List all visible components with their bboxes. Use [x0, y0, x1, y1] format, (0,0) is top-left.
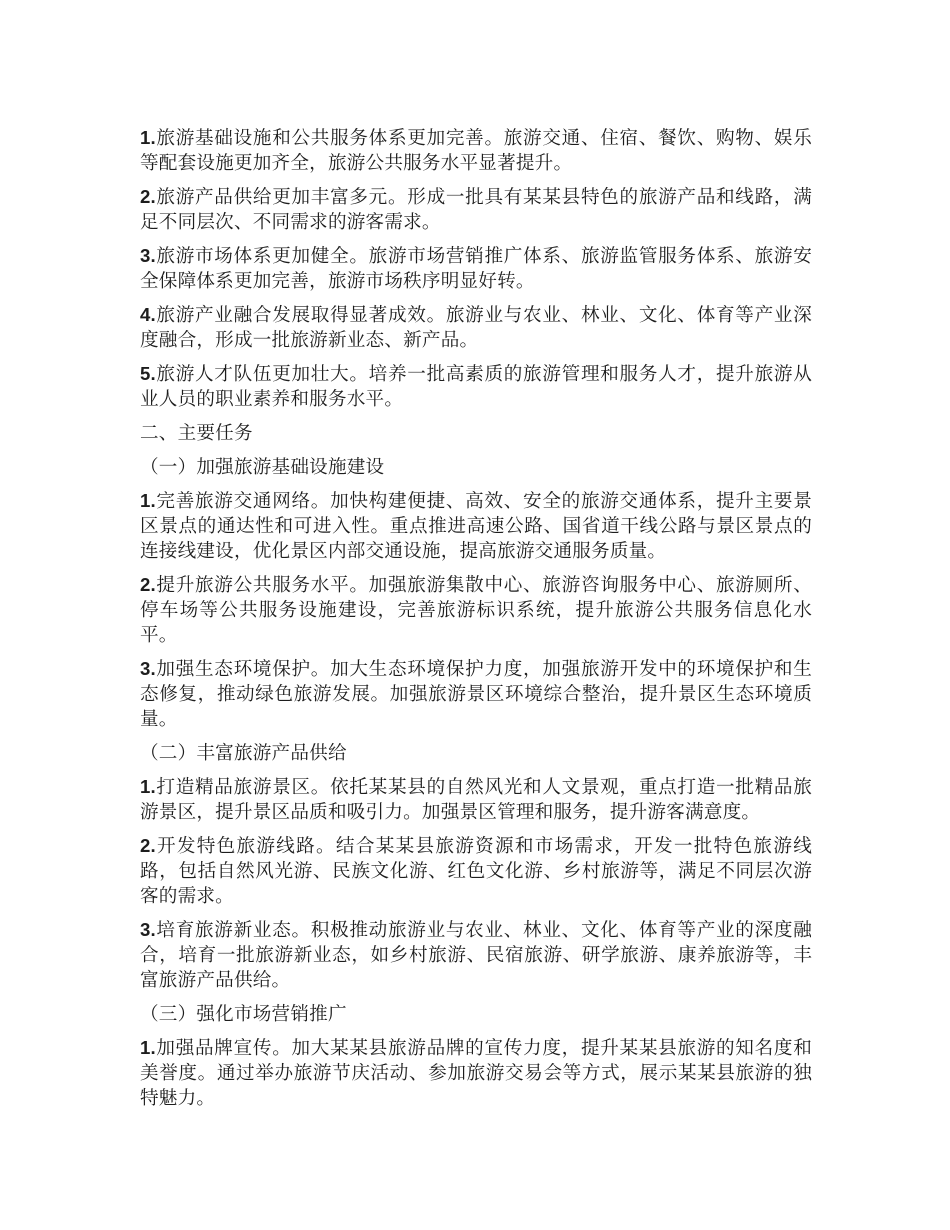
section-heading — [140, 454, 812, 479]
heading-text: 二、主要任务 — [140, 422, 253, 443]
paragraph-text: 完善旅游交通网络。加快构建便捷、高效、安全的旅游交通体系，提升主要景区景点的通达性和可进入性。重点推进高速公路、国省道干线公路与景区景点的连接线建设，优化景区内部交通设施，提高旅游交通服务质量。 — [140, 490, 812, 561]
paragraph — [140, 488, 812, 563]
paragraph-text: 旅游市场体系更加健全。旅游市场营销推广体系、旅游监管服务体系、旅游安全保障体系更加完善，旅游市场秩序明显好转。 — [140, 245, 812, 291]
section-heading — [140, 740, 812, 765]
heading-text: （二）丰富旅游产品供给 — [140, 742, 347, 763]
paragraph — [140, 302, 812, 352]
paragraph-number: 3. — [140, 245, 156, 266]
paragraph — [140, 917, 812, 992]
paragraph-number: 3. — [140, 658, 156, 679]
paragraph-text: 旅游人才队伍更加壮大。培养一批高素质的旅游管理和服务人才，提升旅游从业人员的职业素养和服务水平。 — [140, 363, 812, 409]
paragraph-text: 加强品牌宣传。加大某某县旅游品牌的宣传力度，提升某某县旅游的知名度和美誉度。通过举办旅游节庆活动、参加旅游交易会等方式，展示某某县旅游的独特魅力。 — [140, 1037, 812, 1108]
paragraph-number: 1. — [140, 1037, 156, 1058]
paragraph-number: 1. — [140, 490, 156, 511]
document-body — [140, 125, 812, 1110]
paragraph — [140, 243, 812, 293]
paragraph-text: 开发特色旅游线路。结合某某县旅游资源和市场需求，开发一批特色旅游线路，包括自然风光游、民族文化游、红色文化游、乡村旅游等，满足不同层次游客的需求。 — [140, 835, 812, 906]
paragraph-number: 5. — [140, 363, 156, 384]
paragraph-number: 3. — [140, 919, 156, 940]
paragraph — [140, 833, 812, 908]
section-heading — [140, 420, 812, 445]
paragraph-text: 旅游基础设施和公共服务体系更加完善。旅游交通、住宿、餐饮、购物、娱乐等配套设施更加齐全，旅游公共服务水平显著提升。 — [140, 127, 812, 173]
paragraph-text: 加强生态环境保护。加大生态环境保护力度，加强旅游开发中的环境保护和生态修复，推动绿色旅游发展。加强旅游景区环境综合整治，提升景区生态环境质量。 — [140, 658, 812, 729]
heading-text: （一）加强旅游基础设施建设 — [140, 456, 385, 477]
paragraph-number: 2. — [140, 835, 156, 856]
paragraph-number: 1. — [140, 776, 156, 797]
paragraph — [140, 1035, 812, 1110]
paragraph-number: 2. — [140, 186, 156, 207]
paragraph — [140, 184, 812, 234]
paragraph-number: 1. — [140, 127, 156, 148]
paragraph-text: 打造精品旅游景区。依托某某县的自然风光和人文景观，重点打造一批精品旅游景区，提升景区品质和吸引力。加强景区管理和服务，提升游客满意度。 — [140, 776, 812, 822]
section-heading — [140, 1001, 812, 1026]
heading-text: （三）强化市场营销推广 — [140, 1003, 347, 1024]
paragraph-text: 提升旅游公共服务水平。加强旅游集散中心、旅游咨询服务中心、旅游厕所、停车场等公共服务设施建设，完善旅游标识系统，提升旅游公共服务信息化水平。 — [140, 574, 812, 645]
paragraph-number: 2. — [140, 574, 156, 595]
paragraph — [140, 361, 812, 411]
paragraph — [140, 572, 812, 647]
paragraph-number: 4. — [140, 304, 156, 325]
paragraph-text: 培育旅游新业态。积极推动旅游业与农业、林业、文化、体育等产业的深度融合，培育一批旅游新业态，如乡村旅游、民宿旅游、研学旅游、康养旅游等，丰富旅游产品供给。 — [140, 919, 812, 990]
paragraph-text: 旅游产业融合发展取得显著成效。旅游业与农业、林业、文化、体育等产业深度融合，形成一批旅游新业态、新产品。 — [140, 304, 812, 350]
paragraph — [140, 774, 812, 824]
paragraph-text: 旅游产品供给更加丰富多元。形成一批具有某某县特色的旅游产品和线路，满足不同层次、不同需求的游客需求。 — [140, 186, 812, 232]
paragraph — [140, 125, 812, 175]
paragraph — [140, 656, 812, 731]
